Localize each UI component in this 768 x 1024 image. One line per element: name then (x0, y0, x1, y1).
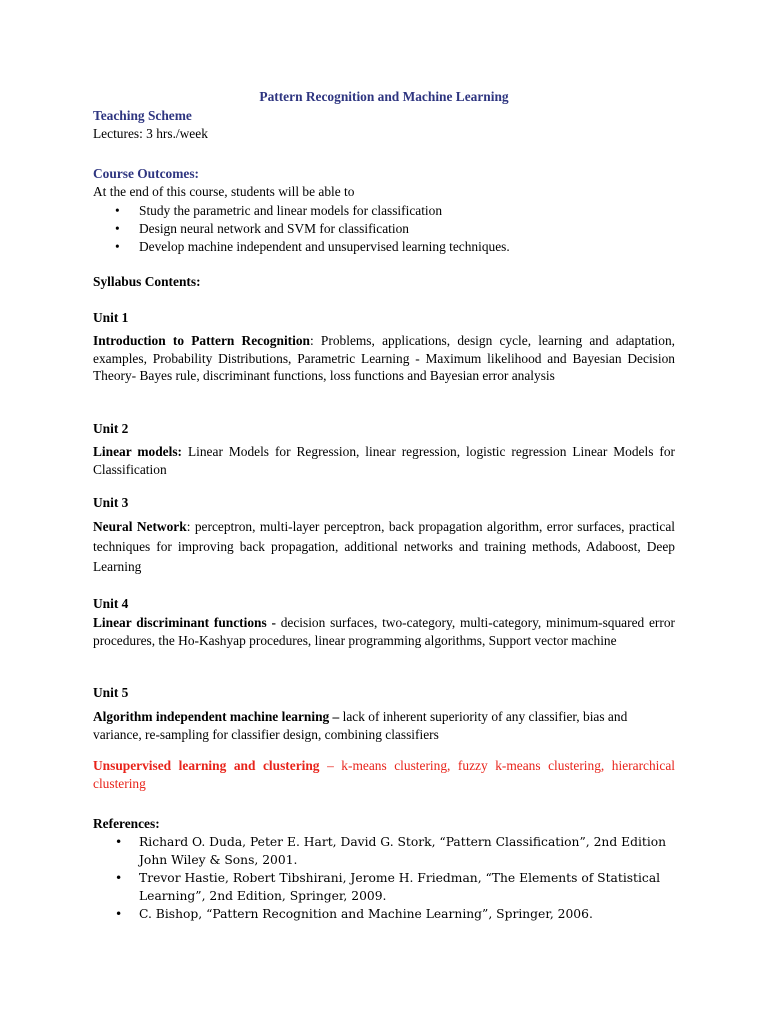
list-item (93, 905, 679, 923)
unit-2-heading: Unit 2 (93, 421, 129, 436)
unit-1-text: Problems, applications, design cycle, learning and adaptation, examples, Probability Distributions, Parametric Learning - Maximum likelihood and Bayesian Decision Theory- Bayes rule, discriminant functions, loss functions and Bayesian error analysis (93, 333, 675, 383)
bullet-icon: • (115, 835, 123, 849)
references-heading: References: (93, 816, 160, 831)
unit-3-sep: : (186, 519, 191, 534)
list-item (93, 220, 559, 238)
reference-text: C. Bishop, “Pattern Recognition and Machine Learning”, Springer, 2006. (139, 907, 593, 921)
lectures-line: Lectures: 3 hrs./week (93, 126, 208, 141)
unit-2-content (93, 443, 675, 478)
outcome-text: Study the parametric and linear models for classification (139, 203, 443, 218)
list-item (93, 238, 559, 256)
unit-3-title: Neural Network (93, 519, 187, 534)
teaching-scheme-heading: Teaching Scheme (93, 108, 192, 123)
references-list (93, 833, 679, 923)
bullet-icon: • (115, 239, 120, 254)
syllabus-heading: Syllabus Contents: (93, 274, 201, 289)
reference-text: Richard O. Duda, Peter E. Hart, David G. Stork, “Pattern Classification”, 2nd Edition John Wiley & Sons, 2001. (139, 835, 667, 867)
course-outcomes-intro: At the end of this course, students will be able to (93, 184, 355, 199)
unit-1-sep: : (310, 333, 314, 348)
unit-1-heading: Unit 1 (93, 310, 129, 325)
outcome-text: Design neural network and SVM for classification (139, 221, 409, 236)
outcome-text: Develop machine independent and unsupervised learning techniques. (139, 239, 510, 254)
unit-5-text: lack of inherent superiority of any classifier, bias and variance, re-sampling for classifier design, combining classifiers (93, 709, 628, 742)
course-outcomes-heading: Course Outcomes: (93, 166, 199, 181)
unit-3-text: perceptron, multi-layer perceptron, back propagation algorithm, error surfaces, practical techniques for improving back propagation, additional networks and training methods, Adaboost, Deep Learning (93, 519, 675, 574)
unit-5-heading: Unit 5 (93, 685, 129, 700)
unit-2-title: Linear models: (93, 444, 183, 459)
course-outcomes-list (93, 202, 559, 256)
unit-3-heading: Unit 3 (93, 495, 129, 510)
unit-1-title: Introduction to Pattern Recognition (93, 333, 310, 348)
unsupervised-text: – k-means clustering, fuzzy k-means clustering, hierarchical clustering (93, 758, 675, 791)
unit-3-content (93, 517, 675, 577)
unit-1-content (93, 332, 675, 385)
bullet-icon: • (115, 907, 123, 921)
bullet-icon: • (115, 221, 120, 236)
unit-5-title: Algorithm independent machine learning – (93, 709, 340, 724)
list-item (93, 833, 679, 869)
list-item (93, 202, 559, 220)
unit-2-text: Linear Models for Regression, linear regression, logistic regression Linear Models for Classification (93, 444, 675, 477)
bullet-icon: • (115, 203, 120, 218)
unsupervised-content (93, 757, 675, 792)
list-item (93, 869, 679, 905)
reference-text: Trevor Hastie, Robert Tibshirani, Jerome H. Friedman, “The Elements of Statistical Learning”, 2nd Edition, Springer, 2009. (139, 871, 661, 903)
unit-4-content (93, 614, 675, 649)
unit-4-text: decision surfaces, two-category, multi-category, minimum-squared error procedures, the Ho-Kashyap procedures, linear programming algorithms, Support vector machine (93, 615, 675, 648)
document-title: Pattern Recognition and Machine Learning (259, 89, 509, 104)
unit-5-content (93, 708, 678, 743)
unsupervised-title: Unsupervised learning and clustering (93, 758, 320, 773)
bullet-icon: • (115, 871, 123, 885)
unit-4-title: Linear discriminant functions - (93, 615, 276, 630)
unit-4-heading: Unit 4 (93, 596, 129, 611)
